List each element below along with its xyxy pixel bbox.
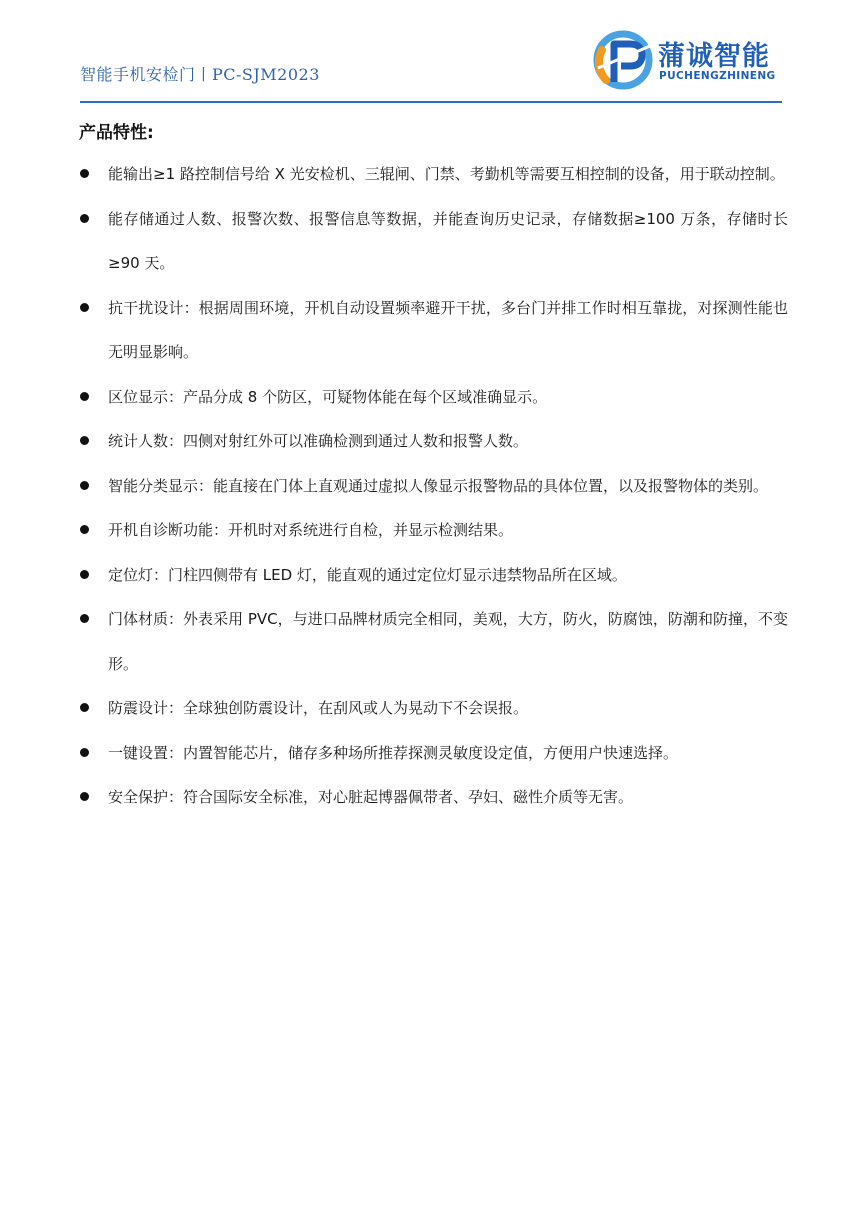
feature-list (78, 152, 788, 820)
pucheng-logo-icon (592, 28, 656, 92)
bullet-icon (80, 481, 89, 490)
feature-text: 防震设计：全球独创防震设计，在刮风或人为晃动下不会误报。 (108, 699, 529, 717)
feature-text: 开机自诊断功能：开机时对系统进行自检，并显示检测结果。 (108, 521, 514, 539)
feature-text: 统计人数：四侧对射红外可以准确检测到通过人数和报警人数。 (108, 432, 529, 450)
list-item (78, 375, 788, 420)
bullet-icon (80, 436, 89, 445)
feature-text: 门体材质：外表采用 PVC，与进口品牌材质完全相同，美观，大方，防火，防腐蚀，防潮和防撞，不变形。 (108, 610, 788, 673)
list-item (78, 731, 788, 776)
bullet-icon (80, 570, 89, 579)
logo-name-en: PUCHENGZHINENG (659, 70, 776, 82)
feature-text: 定位灯：门柱四侧带有 LED 灯，能直观的通过定位灯显示违禁物品所在区域。 (108, 565, 627, 584)
feature-text: 智能分类显示：能直接在门体上直观通过虚拟人像显示报警物品的具体位置，以及报警物体的类别。 (108, 476, 769, 495)
bullet-icon (80, 303, 89, 312)
page-header (80, 24, 782, 104)
list-item (78, 197, 788, 286)
feature-text: 抗干扰设计：根据周围环境，开机自动设置频率避开干扰，多台门并排工作时相互靠拢，对探测性能也无明显影响。 (108, 298, 788, 361)
bullet-icon (80, 525, 89, 534)
document-title: 智能手机安检门丨PC-SJM2023 (80, 65, 320, 84)
bullet-icon (80, 703, 89, 712)
bullet-icon (80, 748, 89, 757)
header-divider (80, 101, 782, 103)
feature-text: 能存储通过人数、报警次数、报警信息等数据，并能查询历史记录，存储数据≥100 万条，存储时长≥90 天。 (108, 209, 788, 272)
bullet-icon (80, 169, 89, 178)
feature-text: 能输出≥1 路控制信号给 X 光安检机、三辊闸、门禁、考勤机等需要互相控制的设备，用于联动控制。 (108, 165, 785, 183)
feature-text: 区位显示：产品分成 8 个防区，可疑物体能在每个区域准确显示。 (108, 387, 548, 406)
bullet-icon (80, 792, 89, 801)
section-title: 产品特性: (79, 123, 154, 143)
list-item (78, 152, 788, 197)
logo-name-cn: 蒲诚智能 (658, 41, 770, 72)
bullet-icon (80, 614, 89, 623)
list-item (78, 775, 788, 820)
list-item (78, 597, 788, 686)
feature-text: 一键设置：内置智能芯片，储存多种场所推荐探测灵敏度设定值，方便用户快速选择。 (108, 743, 679, 762)
bullet-icon (80, 392, 89, 401)
list-item (78, 686, 788, 731)
list-item (78, 508, 788, 553)
list-item (78, 464, 788, 509)
bullet-icon (80, 214, 89, 223)
company-logo (592, 28, 782, 92)
feature-text: 安全保护：符合国际安全标准，对心脏起博器佩带者、孕妇、磁性介质等无害。 (108, 788, 634, 806)
list-item (78, 286, 788, 375)
list-item (78, 419, 788, 464)
list-item (78, 553, 788, 598)
